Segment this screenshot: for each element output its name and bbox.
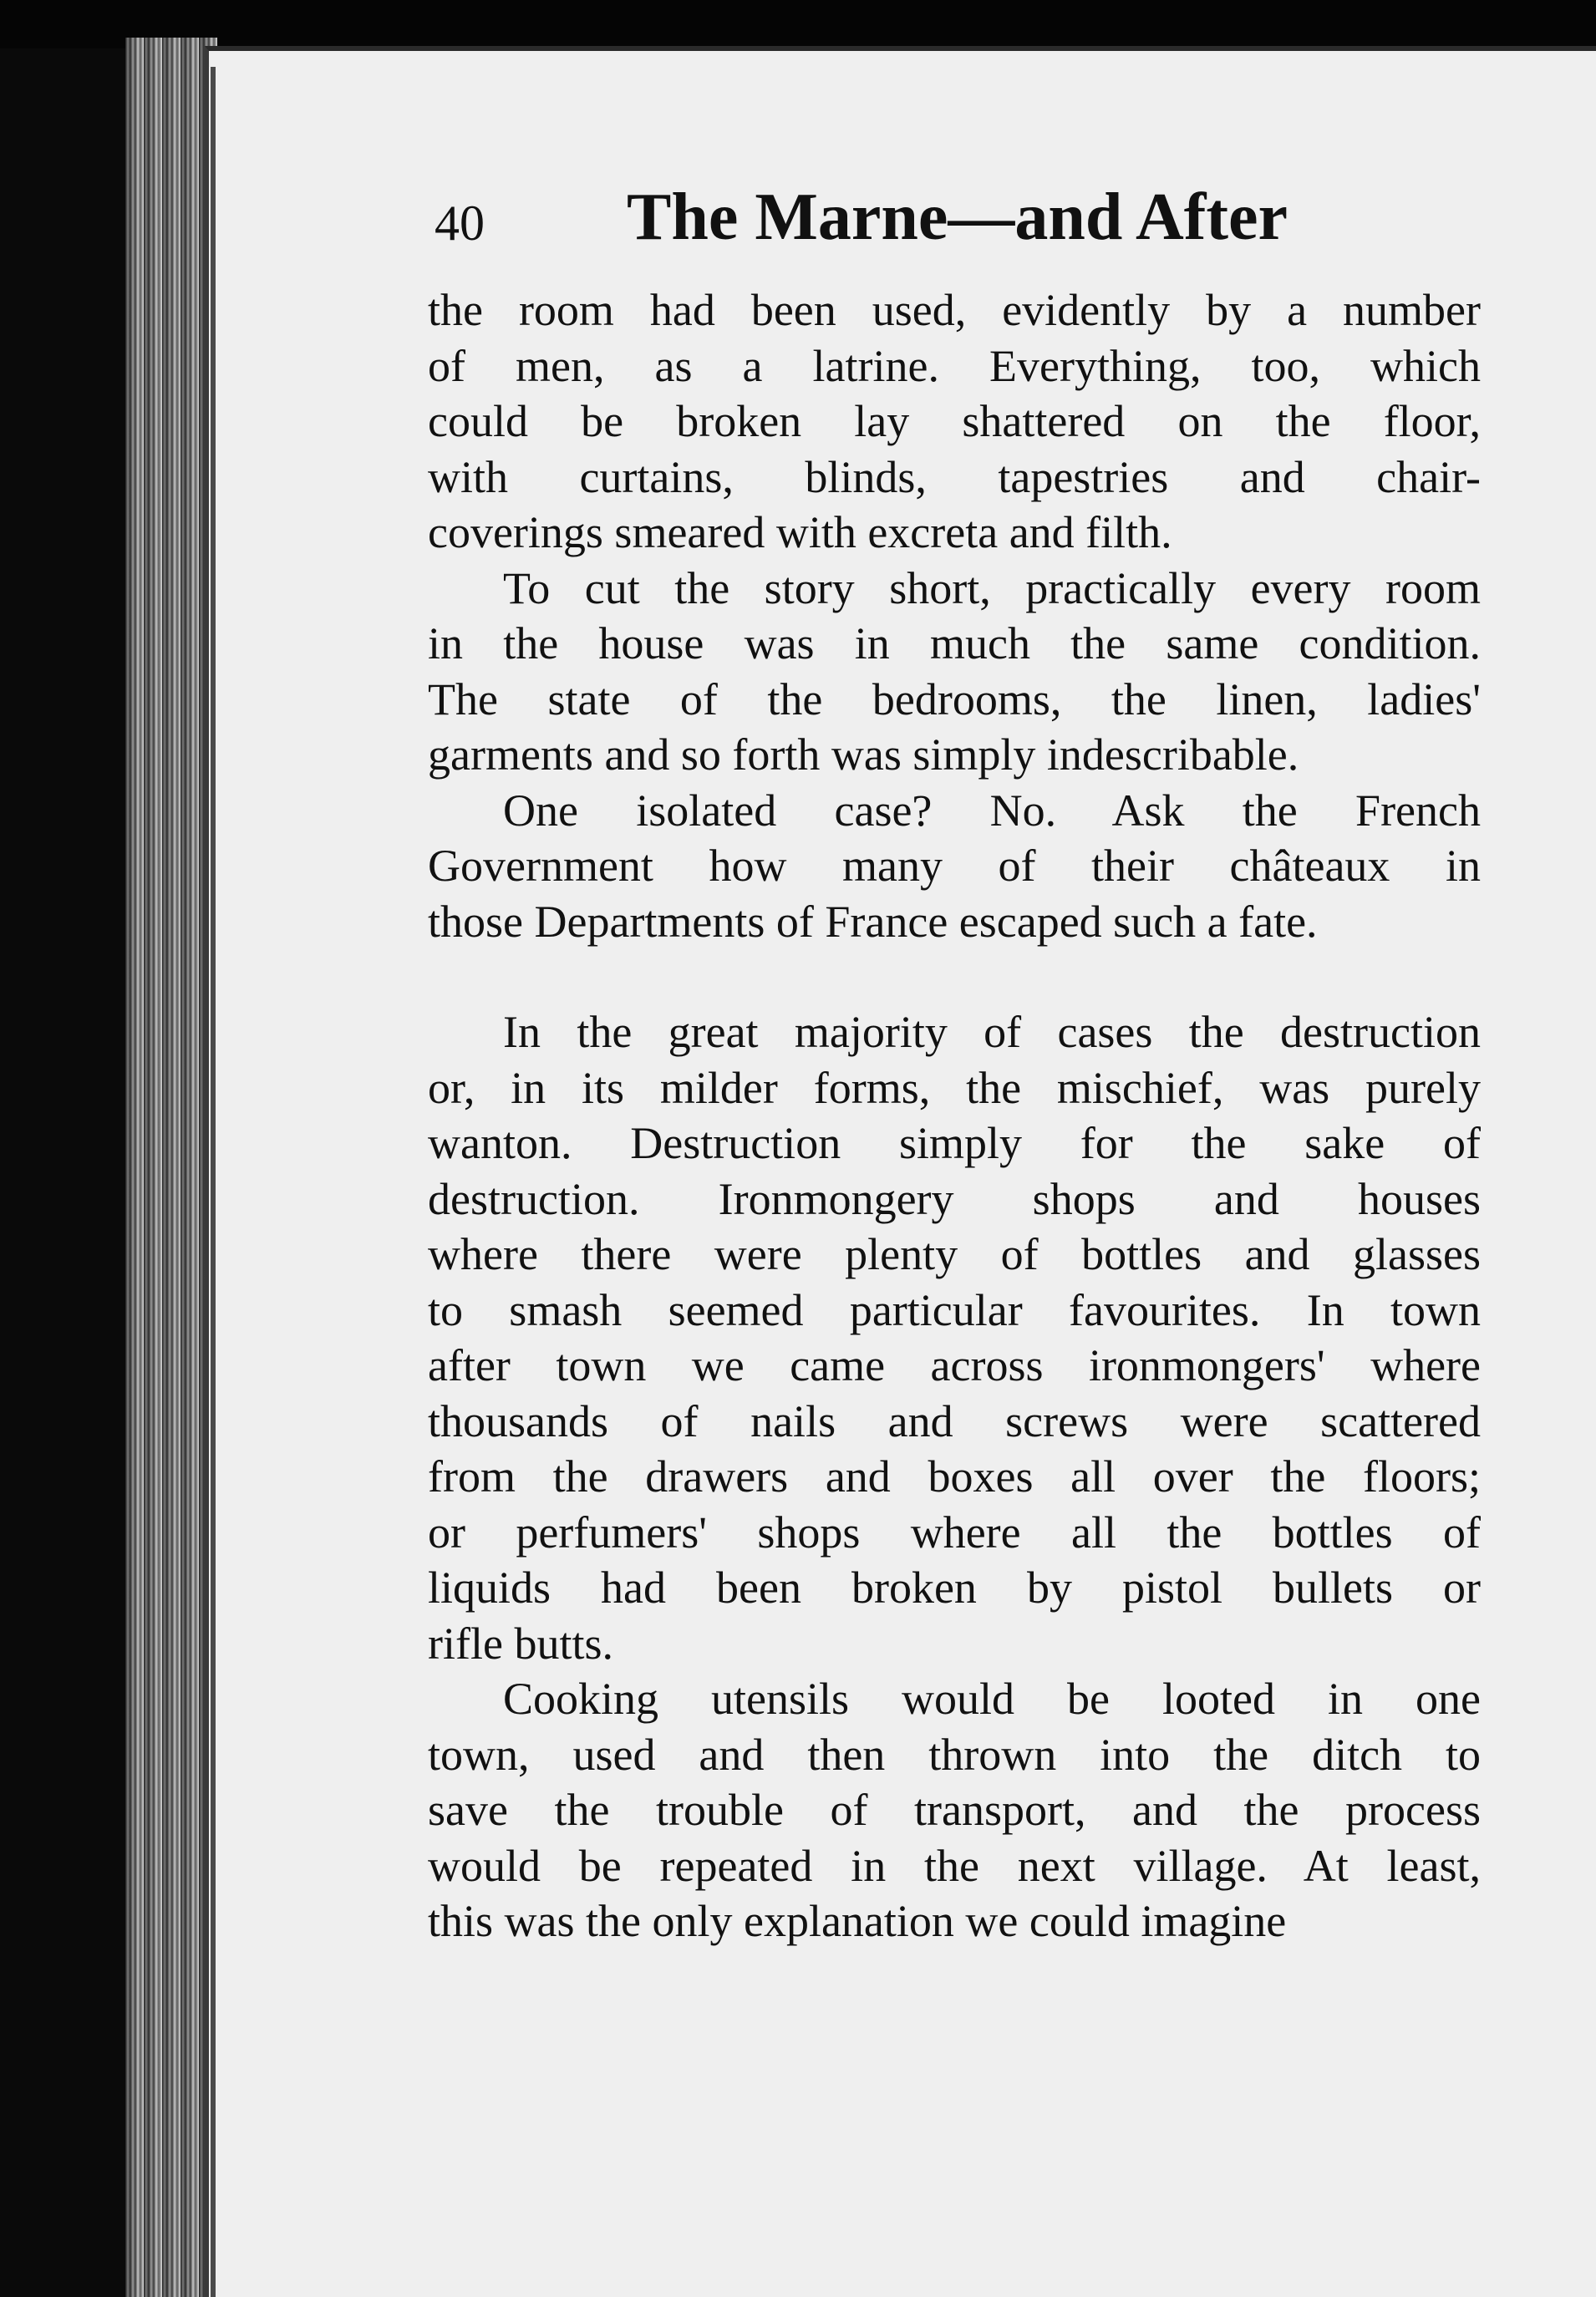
text-line: or perfumers' shops where all the bottles of	[428, 1507, 1481, 1558]
text-line: To cut the story short, practically every room	[503, 562, 1481, 613]
paragraph	[428, 783, 1481, 950]
text-line: this was the only explanation we could imagine	[428, 1896, 1287, 1946]
text-line: wanton. Destruction simply for the sake of	[428, 1118, 1481, 1168]
paragraph	[428, 1004, 1481, 1671]
paragraph	[428, 561, 1481, 783]
text-line: to smash seemed particular favourites. In town	[428, 1284, 1481, 1335]
text-line: garments and so forth was simply indescribable.	[428, 729, 1299, 780]
text-line: those Departments of France escaped such a fate.	[428, 896, 1318, 947]
text-line: the room had been used, evidently by a number	[428, 285, 1481, 335]
text-line: destruction. Ironmongery shops and houses	[428, 1173, 1481, 1224]
text-line: coverings smeared with excreta and filth.	[428, 507, 1172, 557]
body-text	[428, 282, 1481, 1949]
text-line: rifle butts.	[428, 1618, 613, 1669]
page-header	[435, 180, 1479, 263]
page-number: 40	[435, 196, 485, 251]
text-line: could be broken lay shattered on the floor,	[428, 396, 1481, 446]
text-line: The state of the bedrooms, the linen, ladies'	[428, 673, 1481, 724]
text-line: Cooking utensils would be looted in one	[503, 1674, 1481, 1724]
text-line: where there were plenty of bottles and glasses	[428, 1229, 1481, 1279]
page-inner-edge	[211, 67, 216, 2297]
running-title: The Marne—and After	[627, 180, 1288, 254]
text-line: of men, as a latrine. Everything, too, which	[428, 340, 1481, 391]
text-line: in the house was in much the same condition.	[428, 618, 1481, 668]
paragraph	[428, 282, 1481, 561]
text-line: from the drawers and boxes all over the floors;	[428, 1451, 1481, 1502]
text-line: thousands of nails and screws were scattered	[428, 1395, 1481, 1446]
scan-background	[0, 0, 1596, 48]
text-line: or, in its milder forms, the mischief, was purely	[428, 1062, 1481, 1113]
text-line: would be repeated in the next village. At least,	[428, 1840, 1481, 1891]
text-line: town, used and then thrown into the ditch to	[428, 1729, 1481, 1780]
text-line: liquids had been broken by pistol bullets or	[428, 1563, 1481, 1613]
text-line: with curtains, blinds, tapestries and chair-	[428, 451, 1481, 502]
paragraph	[428, 1671, 1481, 1949]
text-line: after town we came across ironmongers' where	[428, 1340, 1481, 1390]
text-line: In the great majority of cases the destruction	[503, 1007, 1481, 1057]
section-break	[428, 949, 1481, 1004]
text-line: save the trouble of transport, and the process	[428, 1785, 1481, 1835]
text-line: One isolated case? No. Ask the French	[503, 785, 1481, 836]
text-line: Government how many of their châteaux in	[428, 841, 1481, 891]
book-spine-edge	[125, 38, 217, 2297]
